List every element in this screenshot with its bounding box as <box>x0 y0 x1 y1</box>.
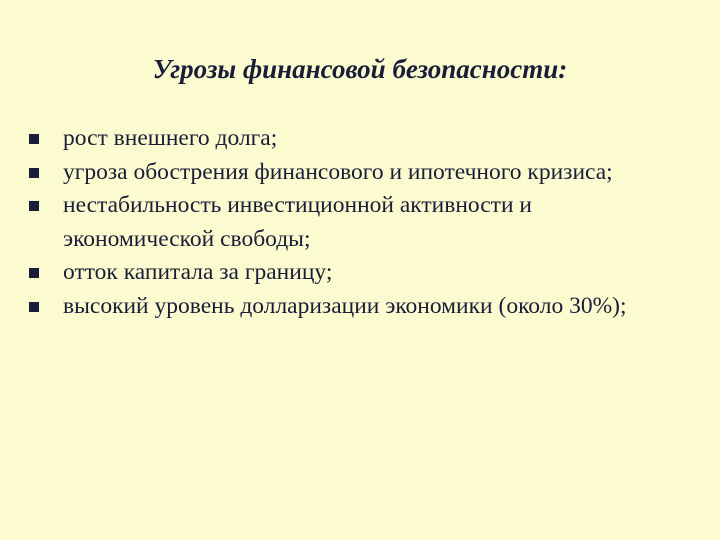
bullet-item-external-debt <box>28 122 688 156</box>
slide-title: Угрозы финансовой безопасности: <box>152 54 568 84</box>
bullet-text: высокий уровень долларизации экономики (около 30%); <box>63 292 627 319</box>
square-bullet-icon <box>29 201 39 211</box>
bullet-list <box>28 122 688 323</box>
bullet-text: угроза обострения финансового и ипотечного кризиса; <box>63 158 613 185</box>
bullet-text: отток капитала за границу; <box>63 259 333 285</box>
square-bullet-icon <box>29 302 39 312</box>
square-bullet-icon <box>29 134 39 144</box>
square-bullet-icon <box>29 268 39 278</box>
square-bullet-icon <box>29 168 39 178</box>
bullet-item-dollarization <box>28 290 688 324</box>
bullet-text: нестабильность инвестиционной активности и экономической свободы; <box>63 192 532 252</box>
bullet-item-crisis <box>28 156 688 190</box>
bullet-item-capital-outflow <box>28 256 688 290</box>
bullet-item-investment-instability <box>28 189 688 256</box>
bullet-text: рост внешнего долга; <box>63 125 278 151</box>
